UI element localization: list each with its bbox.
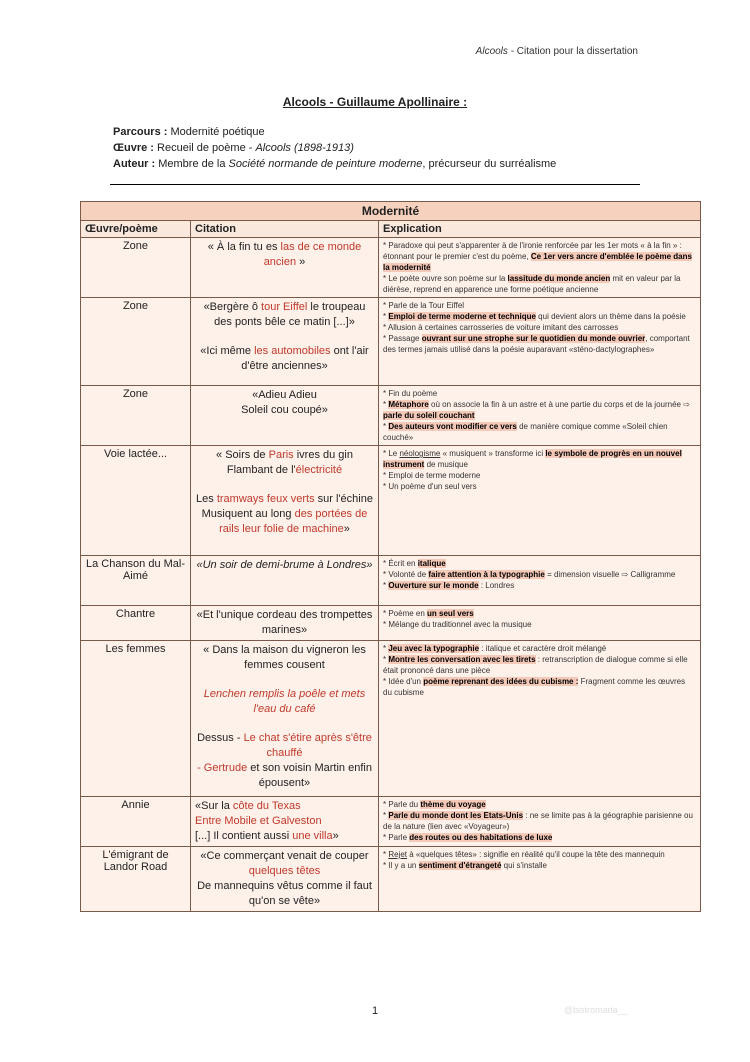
oeuvre-cell: Annie bbox=[81, 797, 191, 847]
oeuvre-cell: Chantre bbox=[81, 606, 191, 641]
citation-cell: «Sur la côte du Texas Entre Mobile et Galveston [...] Il contient aussi une villa» bbox=[191, 797, 379, 847]
citation-cell: «Un soir de demi-brume à Londres» bbox=[191, 556, 379, 606]
oeuvre-cell: La Chanson du Mal-Aimé bbox=[81, 556, 191, 606]
oeuvre-cell: Zone bbox=[81, 386, 191, 446]
oeuvre-cell: Zone bbox=[81, 298, 191, 386]
page-number: 1 bbox=[371, 1005, 379, 1017]
table-row bbox=[81, 847, 701, 912]
explication-cell: * Jeu avec la typographie : italique et caractère droit mélangé * Montre les conversation avec les tirets : retranscription de dialogue comme si elle était prononcé dans une pièce * Idée d'un poème reprenant des idées du cubisme : Fragment comme les œuvres du cubisme bbox=[379, 641, 701, 797]
explication-cell: * Paradoxe qui peut s'apparenter à de l'ironie renforcée par les 1er mots « à la fin » : étonnant pour le premier c'est du poème, Ce 1er vers ancre d'emblée le poème dans la modernité * Le poète ouvre son poème sur la lassitude du monde ancien mit en valeur par la diérèse, reprend en apparence une forme poétique ancienne bbox=[379, 238, 701, 298]
explication-cell: * Écrit en italique * Volonté de faire attention à la typographie = dimension visuelle ⇨ Calligramme * Ouverture sur le monde : Londres bbox=[379, 556, 701, 606]
oeuvre-cell: Zone bbox=[81, 238, 191, 298]
table-row bbox=[81, 641, 701, 797]
citation-cell: «Bergère ô tour Eiffel le troupeau des ponts bêle ce matin [...]» «Ici même les automobiles ont l'air d'être anciennes» bbox=[191, 298, 379, 386]
oeuvre-cell: Voie lactée... bbox=[81, 446, 191, 556]
table-row bbox=[81, 797, 701, 847]
citation-cell: « Soirs de Paris ivres du gin Flambant de l'électricité Les tramways feux verts sur l'échine Musiquent au long des portées de rails leur folie de machine» bbox=[191, 446, 379, 556]
oeuvre-cell: Les femmes bbox=[81, 641, 191, 797]
column-header-oeuvre: Œuvre/poème bbox=[81, 221, 191, 238]
explication-cell: * Parle de la Tour Eiffel * Emploi de terme moderne et technique qui devient alors un thème dans la poésie * Allusion à certaines carrosseries de voiture imitant des carrosses * Passage ouvrant sur une strophe sur le quotidien du monde ouvrier, comportant des termes jamais utilisé dans la poésie auparavant «sténo-dactylographes» bbox=[379, 298, 701, 386]
explication-cell: * Parle du thème du voyage * Parle du monde dont les Etats-Unis : ne se limite pas à la géographie parisienne ou de la nature (lien avec «Voyageur») * Parle des routes ou des habitations de luxe bbox=[379, 797, 701, 847]
section-header: Modernité bbox=[81, 202, 701, 221]
citation-cell: « Dans la maison du vigneron les femmes cousent Lenchen remplis la poêle et mets l'eau du café Dessus - Le chat s'étire après s'être chauffé - Gertrude et son voisin Martin enfin épousent» bbox=[191, 641, 379, 797]
document-meta: Parcours : Modernité poétique Œuvre : Recueil de poème - Alcools (1898-1913) Auteur : Membre de la Société normande de peinture moderne, précurseur du surréalisme bbox=[113, 126, 557, 170]
column-header-explication: Explication bbox=[379, 221, 701, 238]
table-row bbox=[81, 298, 701, 386]
explication-cell: * Poème en un seul vers * Mélange du traditionnel avec la musique bbox=[379, 606, 701, 641]
column-header-citation: Citation bbox=[191, 221, 379, 238]
running-header: Alcools - Citation pour la dissertation bbox=[475, 46, 638, 57]
watermark: @bistromaria__ bbox=[564, 1005, 628, 1015]
explication-cell: * Fin du poème * Métaphore où on associe la fin à un astre et à une partie du corps et de la journée ⇨ parle du soleil couchant * Des auteurs vont modifier ce vers de manière comique comme «Soleil chien couché» bbox=[379, 386, 701, 446]
citations-table bbox=[80, 201, 701, 912]
oeuvre-cell: L'émigrant de Landor Road bbox=[81, 847, 191, 912]
citation-cell: «Ce commerçant venait de couper quelques têtes De mannequins vêtus comme il faut qu'on se vête» bbox=[191, 847, 379, 912]
table-row bbox=[81, 606, 701, 641]
citation-cell: « À la fin tu es las de ce monde ancien » bbox=[191, 238, 379, 298]
table-row bbox=[81, 238, 701, 298]
table-row bbox=[81, 446, 701, 556]
citation-cell: «Adieu Adieu Soleil cou coupé» bbox=[191, 386, 379, 446]
table-row bbox=[81, 386, 701, 446]
table-row bbox=[81, 556, 701, 606]
separator-line bbox=[110, 184, 640, 185]
explication-cell: * Rejet à «quelques têtes» : signifie en réalité qu'il coupe la tête des mannequin * Il y a un sentiment d'étrangeté qui s'installe bbox=[379, 847, 701, 912]
page-title: Alcools - Guillaume Apollinaire : bbox=[282, 95, 468, 109]
citation-cell: «Et l'unique cordeau des trompettes marines» bbox=[191, 606, 379, 641]
explication-cell: * Le néologisme « musiquent » transforme ici le symbole de progrès en un nouvel instrument de musique * Emploi de terme moderne * Un poème d'un seul vers bbox=[379, 446, 701, 556]
